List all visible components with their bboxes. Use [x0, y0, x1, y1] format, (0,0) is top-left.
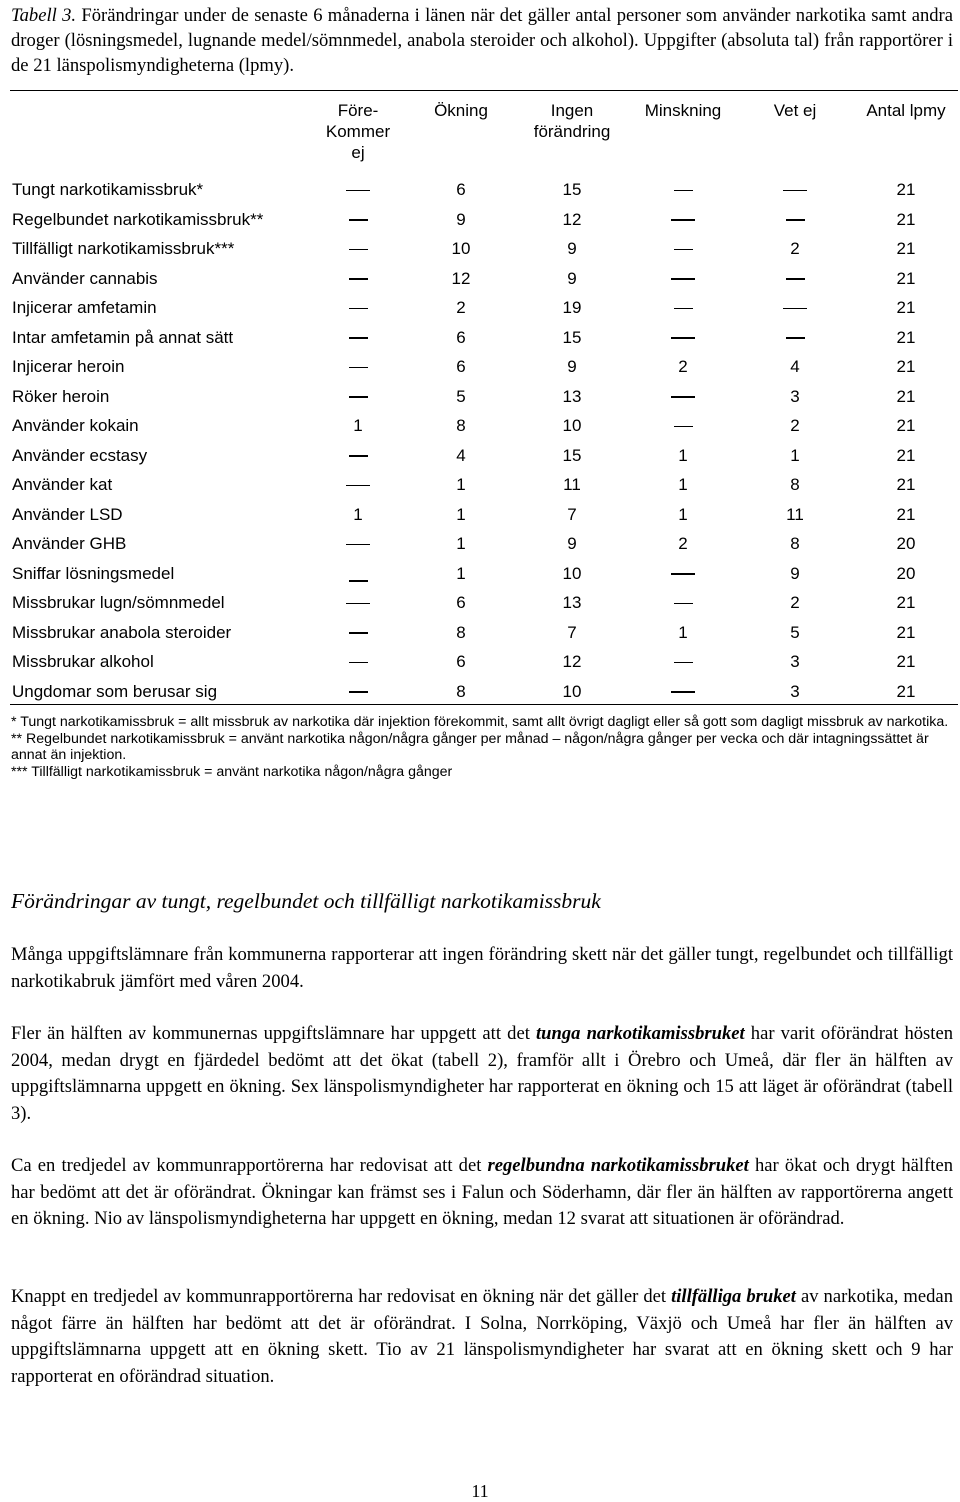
dash-mark [674, 662, 693, 664]
cell-fore-kommer-ej [323, 239, 393, 259]
cell-vet-ej: 2 [790, 593, 800, 612]
header-okning [421, 100, 501, 121]
row-label: Använder ecstasy [12, 445, 148, 465]
cell-minskning [648, 416, 718, 436]
cell-fore-kommer-ej [323, 210, 393, 230]
row-label: Injicerar amfetamin [12, 298, 157, 317]
table-row [0, 176, 960, 206]
table-row [0, 412, 960, 442]
cell-okning: 1 [456, 563, 466, 583]
cell-minskning [648, 593, 718, 613]
cell-ingen-forandring: 13 [562, 593, 582, 612]
cell-okning: 1 [456, 504, 466, 524]
cell-vet-ej [760, 210, 830, 230]
row-label: Använder LSD [12, 504, 123, 524]
cell-minskning [648, 564, 718, 584]
table-footnotes [11, 714, 951, 780]
table-row [0, 501, 960, 531]
table-row [0, 383, 960, 413]
cell-okning: 5 [456, 386, 466, 406]
cell-fore-kommer-ej [323, 593, 393, 613]
header-line: Ökning [434, 101, 488, 120]
cell-vet-ej: 2 [790, 416, 800, 435]
header-ingen-forandring [522, 100, 622, 142]
header-line: ej [351, 143, 365, 162]
cell-minskning: 1 [678, 622, 688, 642]
cell-ingen-forandring: 15 [562, 327, 582, 347]
cell-minskning: 1 [678, 475, 688, 494]
dash-mark [786, 337, 805, 339]
cell-fore-kommer-ej [323, 564, 393, 584]
cell-minskning [648, 682, 718, 702]
cell-antal-lpmy: 21 [896, 416, 916, 435]
cell-ingen-forandring: 15 [562, 180, 582, 199]
table-top-rule [10, 90, 958, 91]
row-label: Missbrukar alkohol [12, 652, 154, 671]
dash-mark [349, 278, 368, 280]
cell-fore-kommer-ej [323, 328, 393, 348]
cell-fore-kommer-ej [323, 269, 393, 289]
cell-minskning: 2 [678, 534, 688, 553]
paragraph-2 [11, 1021, 953, 1127]
dash-mark [671, 573, 695, 575]
emphasis-term: tillfälliga bruket [671, 1286, 796, 1307]
dash-mark [349, 249, 368, 251]
table-row [0, 324, 960, 354]
cell-okning: 8 [456, 622, 466, 642]
row-label: Sniffar lösningsmedel [12, 563, 175, 583]
dash-mark [671, 278, 695, 280]
cell-fore-kommer-ej [323, 534, 393, 554]
footnote: *** Tillfälligt narkotikamissbruk = använt narkotika någon/några gånger [11, 763, 453, 780]
cell-antal-lpmy: 21 [896, 445, 916, 465]
cell-vet-ej: 9 [790, 563, 800, 583]
table-row [0, 619, 960, 649]
header-antal-lpmy [853, 100, 959, 121]
dash-mark [346, 190, 370, 192]
paragraph-text: Många uppgiftslämnare från kommunerna rapporterar att ingen förändring skett när det gäller tungt, regelbundet och tillfälligt narkotikabruk jämfört med våren 2004. [11, 944, 953, 992]
cell-minskning: 1 [678, 445, 688, 465]
cell-antal-lpmy: 21 [896, 593, 916, 612]
dash-mark [349, 580, 368, 582]
paragraph-text: Fler än hälften av kommunernas uppgiftslämnare har uppgett att det [11, 1023, 536, 1044]
cell-antal-lpmy: 21 [896, 681, 916, 701]
cell-antal-lpmy: 21 [896, 357, 916, 376]
paragraph-text: har varit oförändrat hösten 2004, medan drygt en fjärdedel bedömt att det ökat (tabell 2), framför allt i Örebro och Umeå, där fler än hälften av uppgiftslämnarna uppgett en ökning. Sex länspolismyndigheter har rapporterat en ökning och 15 att läget är oförändrat (tabell 3). [11, 1023, 954, 1124]
row-label: Tillfälligt narkotikamissbruk*** [12, 239, 235, 258]
row-label: Ungdomar som berusar sig [12, 681, 218, 701]
cell-ingen-forandring: 7 [567, 504, 577, 524]
cell-ingen-forandring: 9 [567, 534, 577, 553]
dash-mark [346, 485, 370, 487]
dash-mark [349, 662, 368, 664]
cell-antal-lpmy: 21 [896, 475, 916, 494]
cell-vet-ej: 8 [790, 475, 800, 494]
cell-fore-kommer-ej [323, 446, 393, 466]
cell-minskning [648, 387, 718, 407]
dash-mark [349, 337, 368, 339]
cell-okning: 10 [451, 239, 471, 258]
header-line: förändring [533, 122, 611, 141]
dash-mark [349, 455, 368, 457]
cell-vet-ej: 2 [790, 239, 800, 258]
dash-mark [783, 190, 807, 192]
header-line: Vet ej [773, 101, 817, 120]
cell-antal-lpmy: 21 [896, 327, 916, 347]
paragraph-text: Knappt en tredjedel av kommunrapportörerna har redovisat en ökning när det gäller det [11, 1286, 672, 1307]
dash-mark [349, 691, 368, 693]
cell-fore-kommer-ej [323, 357, 393, 377]
cell-antal-lpmy: 20 [896, 534, 916, 553]
cell-vet-ej: 8 [790, 534, 800, 553]
row-label: Intar amfetamin på annat sätt [12, 327, 234, 347]
row-label: Missbrukar lugn/sömnmedel [12, 593, 225, 612]
cell-ingen-forandring: 10 [562, 416, 582, 435]
caption-label: Tabell 3. [11, 5, 77, 26]
dash-mark [786, 278, 805, 280]
row-label: Använder kat [12, 475, 113, 494]
cell-vet-ej: 4 [790, 357, 800, 376]
dash-mark [349, 367, 368, 369]
cell-vet-ej: 11 [786, 504, 804, 524]
cell-fore-kommer-ej [323, 298, 393, 318]
cell-minskning [648, 328, 718, 348]
cell-antal-lpmy: 21 [896, 268, 916, 288]
cell-okning: 6 [456, 652, 466, 671]
cell-fore-kommer-ej [323, 387, 393, 407]
cell-antal-lpmy: 21 [896, 652, 916, 671]
cell-ingen-forandring: 9 [567, 357, 577, 376]
dash-mark [671, 337, 695, 339]
cell-vet-ej [760, 298, 830, 318]
caption-text: Förändringar under de senaste 6 månaderna i länen när det gäller antal personer som använder narkotika samt andra droger (lösningsmedel, lugnande medel/sömnmedel, anabola steroider och alkohol). Uppgifter (absoluta tal) från rapportörer i de 21 länspolismyndigheterna (lpmy). [11, 5, 953, 76]
table-row [0, 589, 960, 619]
cell-fore-kommer-ej [323, 475, 393, 495]
cell-okning: 12 [451, 268, 471, 288]
cell-vet-ej: 3 [790, 681, 800, 701]
header-fore-kommer-ej [318, 100, 398, 163]
cell-okning: 1 [456, 534, 466, 553]
dash-mark [783, 308, 807, 310]
footnote: * Tungt narkotikamissbruk = allt missbruk av narkotika där injektion förekommit, samt allt övrigt dagligt eller så gott som dagligt missbruk av narkotika. [11, 714, 949, 730]
dash-mark [349, 396, 368, 398]
paragraph-text: av narkotika, medan något färre än hälften har bedömt att det är oförändrat. I Solna, Norrköping, Växjö och Umeå har fler än hälften av uppgiftslämnarna uppgett att en ökning skett. Tio av 21 länspolismyndigheter har svarat att en ökning skett och 9 har rapporterat en oförändrad situation. [11, 1286, 953, 1387]
table-bottom-rule [10, 704, 958, 705]
cell-minskning [648, 298, 718, 318]
table-row [0, 353, 960, 383]
row-label: Röker heroin [12, 386, 110, 406]
cell-minskning [648, 239, 718, 259]
cell-ingen-forandring: 10 [562, 563, 582, 583]
cell-minskning: 1 [678, 504, 688, 524]
dash-mark [671, 691, 695, 693]
cell-okning: 6 [456, 327, 466, 347]
row-label: Injicerar heroin [12, 357, 125, 376]
cell-okning: 6 [456, 180, 466, 199]
table-row [0, 294, 960, 324]
cell-ingen-forandring: 15 [562, 445, 582, 465]
table-row [0, 206, 960, 236]
cell-fore-kommer-ej: 1 [353, 416, 363, 435]
paragraph-4 [11, 1284, 953, 1390]
dash-mark [674, 426, 693, 428]
cell-fore-kommer-ej: 1 [353, 504, 363, 524]
paragraph-3 [11, 1153, 953, 1233]
table-row [0, 648, 960, 678]
header-line: Minskning [644, 101, 722, 120]
cell-ingen-forandring: 12 [562, 209, 582, 229]
header-line: Kommer [325, 122, 391, 141]
footnote: ** Regelbundet narkotikamissbruk = använt narkotika någon/några gånger per månad – någon/några gånger per vecka och där intagningssättet är annat än injektion. [11, 730, 929, 763]
page-number: 11 [471, 1481, 489, 1501]
paragraph-text: har ökat och drygt hälften har bedömt att det är oförändrat. Ökningar kan främst ses i Falun och Söderhamn, där fler än hälften av rapportörerna angett en ökning. Nio av länspolismyndigheterna har uppgett en ökning, medan 12 svarat att situationen är oförändrad. [11, 1155, 953, 1229]
table-row [0, 530, 960, 560]
cell-vet-ej [760, 269, 830, 289]
cell-antal-lpmy: 21 [896, 298, 916, 317]
table-caption [11, 3, 953, 78]
dash-mark [349, 308, 368, 310]
dash-mark [349, 632, 368, 634]
cell-vet-ej: 5 [790, 622, 800, 642]
header-minskning [633, 100, 733, 121]
row-label: Använder cannabis [12, 268, 158, 288]
header-vet-ej [755, 100, 835, 121]
cell-okning: 9 [456, 209, 466, 229]
cell-fore-kommer-ej [323, 623, 393, 643]
cell-vet-ej [760, 180, 830, 200]
table-row [0, 678, 960, 708]
cell-fore-kommer-ej [323, 652, 393, 672]
cell-antal-lpmy: 21 [896, 622, 916, 642]
row-label: Tungt narkotikamissbruk* [12, 180, 204, 199]
dash-mark [674, 190, 693, 192]
dash-mark [671, 219, 695, 221]
cell-okning: 8 [456, 416, 466, 435]
dash-mark [786, 219, 805, 221]
cell-antal-lpmy: 21 [896, 386, 916, 406]
table-row [0, 265, 960, 295]
cell-fore-kommer-ej [323, 180, 393, 200]
section-heading: Förändringar av tungt, regelbundet och tillfälligt narkotikamissbruk [11, 889, 601, 913]
emphasis-term: tunga narkotikamissbruket [536, 1023, 745, 1044]
emphasis-term: regelbundna narkotikamissbruket [487, 1155, 749, 1176]
cell-minskning [648, 652, 718, 672]
cell-antal-lpmy: 20 [896, 563, 916, 583]
dash-mark [349, 219, 368, 221]
cell-antal-lpmy: 21 [896, 504, 916, 524]
cell-minskning [648, 269, 718, 289]
cell-ingen-forandring: 12 [562, 652, 582, 671]
cell-minskning [648, 210, 718, 230]
dash-mark [674, 249, 693, 251]
paragraph-text: Ca en tredjedel av kommunrapportörerna har redovisat att det [11, 1155, 488, 1176]
cell-okning: 6 [456, 593, 466, 612]
cell-vet-ej: 3 [790, 386, 800, 406]
dash-mark [674, 603, 693, 605]
dash-mark [346, 544, 370, 546]
row-label: Använder kokain [12, 416, 139, 435]
cell-okning: 4 [456, 445, 466, 465]
row-label: Använder GHB [12, 534, 127, 553]
header-line: Antal lpmy [866, 101, 946, 120]
cell-minskning [648, 180, 718, 200]
header-line: Före- [337, 101, 379, 120]
cell-ingen-forandring: 9 [567, 239, 577, 258]
paragraph-1 [11, 942, 953, 995]
header-line: Ingen [550, 101, 594, 120]
dash-mark [346, 603, 370, 605]
cell-minskning: 2 [678, 357, 688, 376]
cell-vet-ej: 3 [790, 652, 800, 671]
cell-antal-lpmy: 21 [896, 239, 916, 258]
cell-okning: 8 [456, 681, 466, 701]
table-row [0, 235, 960, 265]
dash-mark [671, 396, 695, 398]
row-label: Missbrukar anabola steroider [12, 622, 232, 642]
dash-mark [674, 308, 693, 310]
cell-vet-ej: 1 [790, 445, 800, 465]
cell-ingen-forandring: 19 [562, 298, 582, 317]
cell-ingen-forandring: 10 [562, 681, 582, 701]
cell-ingen-forandring: 13 [562, 386, 582, 406]
cell-antal-lpmy: 21 [896, 180, 916, 199]
cell-okning: 6 [456, 357, 466, 376]
table-row [0, 442, 960, 472]
cell-ingen-forandring: 11 [563, 475, 581, 494]
cell-antal-lpmy: 21 [896, 209, 916, 229]
cell-okning: 2 [456, 298, 466, 317]
cell-fore-kommer-ej [323, 682, 393, 702]
table-row [0, 471, 960, 501]
cell-okning: 1 [456, 475, 466, 494]
cell-ingen-forandring: 7 [567, 622, 577, 642]
table-row [0, 560, 960, 590]
row-label: Regelbundet narkotikamissbruk** [12, 209, 264, 229]
cell-vet-ej [760, 328, 830, 348]
cell-ingen-forandring: 9 [567, 268, 577, 288]
